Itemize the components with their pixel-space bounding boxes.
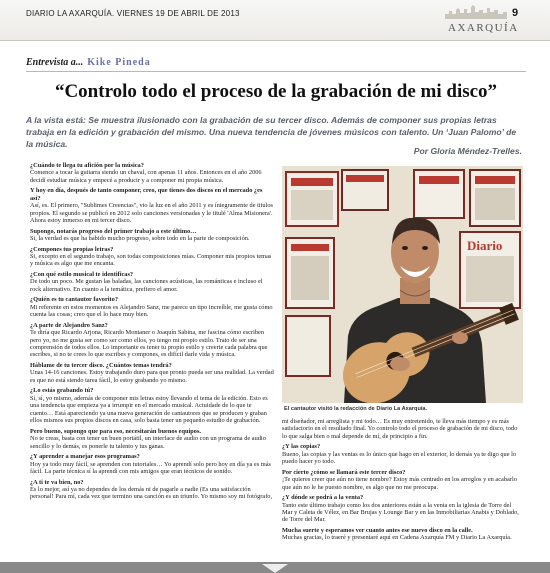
headline: “Controlo todo el proceso de la grabación de mi disco”: [54, 81, 498, 102]
photo-illustration: [282, 166, 523, 403]
interview-answer: Te diría que Ricardo Arjona, Ricardo Montaner o Joaquín Sabina, me fascina cómo escriben pero yo, no me gusta ser como ser como ellos, yo tengo mi propio estilo. Trato de ser una comprensión de todos ellos. Lo importante es tener tu propio estilo y creerte cada palabra que escribes, si no te crees lo que escribes y compones, es difícil darle vida y música.: [30, 329, 268, 359]
interview-question: ¿Con qué estilo musical te identificas?: [30, 271, 134, 279]
interview-answer: mi diseñador, mi arreglista y mi todo… Es muy entretenido, te lleva más tiempo y es más satisfactorio en el resultado final. Yo controlo todo el proceso de grabación de mi disco, todo lo que salga bien o mal depende de mí, de principio a fin.: [282, 418, 518, 440]
interview-question: Mucha suerte y esperamos ver cuanto antes ese nuevo disco en la calle.: [282, 527, 473, 535]
interview-answer: Hoy ya todo muy fácil, se aprenden con tutoriales… Yo aprendí solo pero hoy en día ya es más fácil. La parte técnica sí la aprendí con mis amigos que eran técnicos de sonido.: [30, 460, 272, 475]
interview-answer: Si, la verdad es que ha habido mucho progreso, sobre todo en la parte de composición.: [30, 235, 250, 243]
interviewee-name: Kike Pineda: [87, 57, 151, 68]
interview-question: ¿Compones tus propias letras?: [30, 245, 114, 253]
interview-question: ¿Cuándo te llega tu afición por la música?: [30, 162, 144, 169]
intro-paragraph: A la vista está: Se muestra ilusionado con la grabación de su tercer disco. Además de componer sus propias letras trabaja en la edición y grabación del mismo. Una nueva tendencia de jóvenes músicos con talento. Un ‘Juan Palomo’ de la música.: [26, 115, 517, 149]
interview-answer: ¡Te quieres creer que aún no tiene nombre? Estoy más centrado en los arreglos y en acabarlo que aún no le he puesto nombre, es algo que no me preocupa.: [282, 476, 517, 491]
interview-question: Por cierto ¿cómo se llamará este tercer disco?: [282, 468, 406, 476]
poster-title: Diario: [467, 238, 503, 253]
page-header: [0, 0, 550, 41]
interview-question: ¿Y las copias?: [282, 443, 321, 451]
interview-answer: De todo un poco. Me gustan las baladas, las canciones acústicas, las románticas e incluso el rock alternativo. En cuanto a la temática, prefiero el amor.: [30, 278, 263, 293]
interview-answer: Muchas gracias, lo traeré y presentaré aquí en Cadena Axarquía FM y Diario La Axarquía.: [282, 534, 512, 542]
section-label: [26, 57, 151, 68]
interview-answer: Bueno, las copias y las ventas es lo único que hago en el exterior, lo demás ya te digo que lo puedo hacer yo todo.: [282, 450, 517, 466]
chevron-down-icon[interactable]: [262, 564, 288, 573]
interview-answer: Es lo mejor, así ya no dependes de los demás ni de pagarle a nadie (Es una satisfacción personal! Para mí, cada vez que termino una canción es un triunfo. Yo mismo soy mi fotógrafo,: [30, 485, 273, 501]
interview-answer: Unas 14-16 canciones. Estoy trabajando duro para que pronto pueda ser una realidad. La verdad es que no está siendo tarea fácil, lo estoy grabando yo mismo.: [30, 369, 274, 384]
interview-answer: Tanto este último trabajo como los dos anteriores están a la venta en la iglesia de Torre del Mar y Caleta de Vélez, en Bar Brujas y Lounge Bar y en las Inmobiliarias Anabis y Doblado, de Torre del Mar.: [282, 501, 519, 524]
interview-answer: Comence a tocar la guitarra siendo un chaval, con apenas 11 años. Entonces en el año 2006 decidí estudiar música y empecé a producir y a componer mi propia música.: [30, 169, 262, 184]
interview-question: Pero bueno, supongo que para eso, necesitarán buenos equipos.: [30, 427, 202, 435]
section-lead: Entrevista a...: [26, 57, 84, 68]
interview-question: ¿Y dónde se podrá a la venta?: [282, 494, 364, 502]
interview-answer: No te creas, basta con tener un buen portátil, un interface de audio con un programa de audio sencillo y lo demás, es ponerle tu talento y tus ganas.: [30, 435, 266, 450]
interview-answer: Así, es. El primero, "Sublimes Creencias", vio la luz en el año 2011 y es íntegramente de titulos propios. El segundo se publicó en 2012 solo canciones versionadas y le titulé 'Alma Misionera'. Ahora estoy inmerso en mi tercer disco.: [30, 202, 273, 225]
interview-question: ¿A parte de Alejandro Sanz?: [30, 321, 108, 329]
interview-answer: Si, excepto en el segundo trabajo, son todas composiciones mías. Componer mis propios temas y música es algo que me encanta.: [30, 253, 272, 268]
page-number: 9: [512, 7, 519, 19]
interview-question: Háblame de tu tercer disco. ¿Cuántos temas tendrá?: [30, 362, 172, 370]
interview-question: ¿Y aprender a manejar esos programas?: [30, 453, 140, 461]
interview-question: Y hoy en día, después de tanto componer, creo, que tienes dos discos en el mercado ¿es así?: [30, 187, 263, 202]
publication-date: DIARIO LA AXARQUÍA. VIERNES 19 DE ABRIL DE 2013: [26, 9, 240, 18]
interview-question: Supongo, notarás progreso del primer trabajo a este último…: [30, 227, 197, 235]
article-column-left: [30, 162, 274, 573]
interview-photo: [282, 166, 523, 403]
byline: Por Gloria Méndez-Trelles.: [413, 146, 522, 156]
interview-answer: Mi referente en estos momentos es Alejandro Sanz, me parece un tipo increíble, me gusta cómo cuenta las cosas; creo que el lo hace muy bien.: [30, 303, 273, 319]
section-divider: [26, 71, 526, 72]
photo-caption: El cantautor visitó la redacción de Diario La Axarquía.: [284, 406, 428, 412]
interview-question: ¿Lo estás grabando tú?: [30, 387, 94, 395]
masthead-logo: AXARQUÍA: [448, 22, 519, 34]
interview-question: ¿A ti te va bien, no?: [30, 478, 84, 486]
interview-answer: Sí, sí, yo mismo, además de componer mis letras estoy llevando el tema de la edición. Esto es una tendencia que empieza ya a irrumpir en el mercado musical. Actuidade de lo que te cuento… Está apareciendo ya una nueva generación de cantautores que se producen y graban ellos mismos sus propios discos en casa, solo basta tener un pequeño estudio de grabación.: [30, 394, 268, 425]
article-column-right: [282, 418, 522, 573]
interview-question: ¿Quién es tu cantautor favorito?: [30, 296, 118, 304]
town-skyline-icon: [445, 4, 507, 19]
